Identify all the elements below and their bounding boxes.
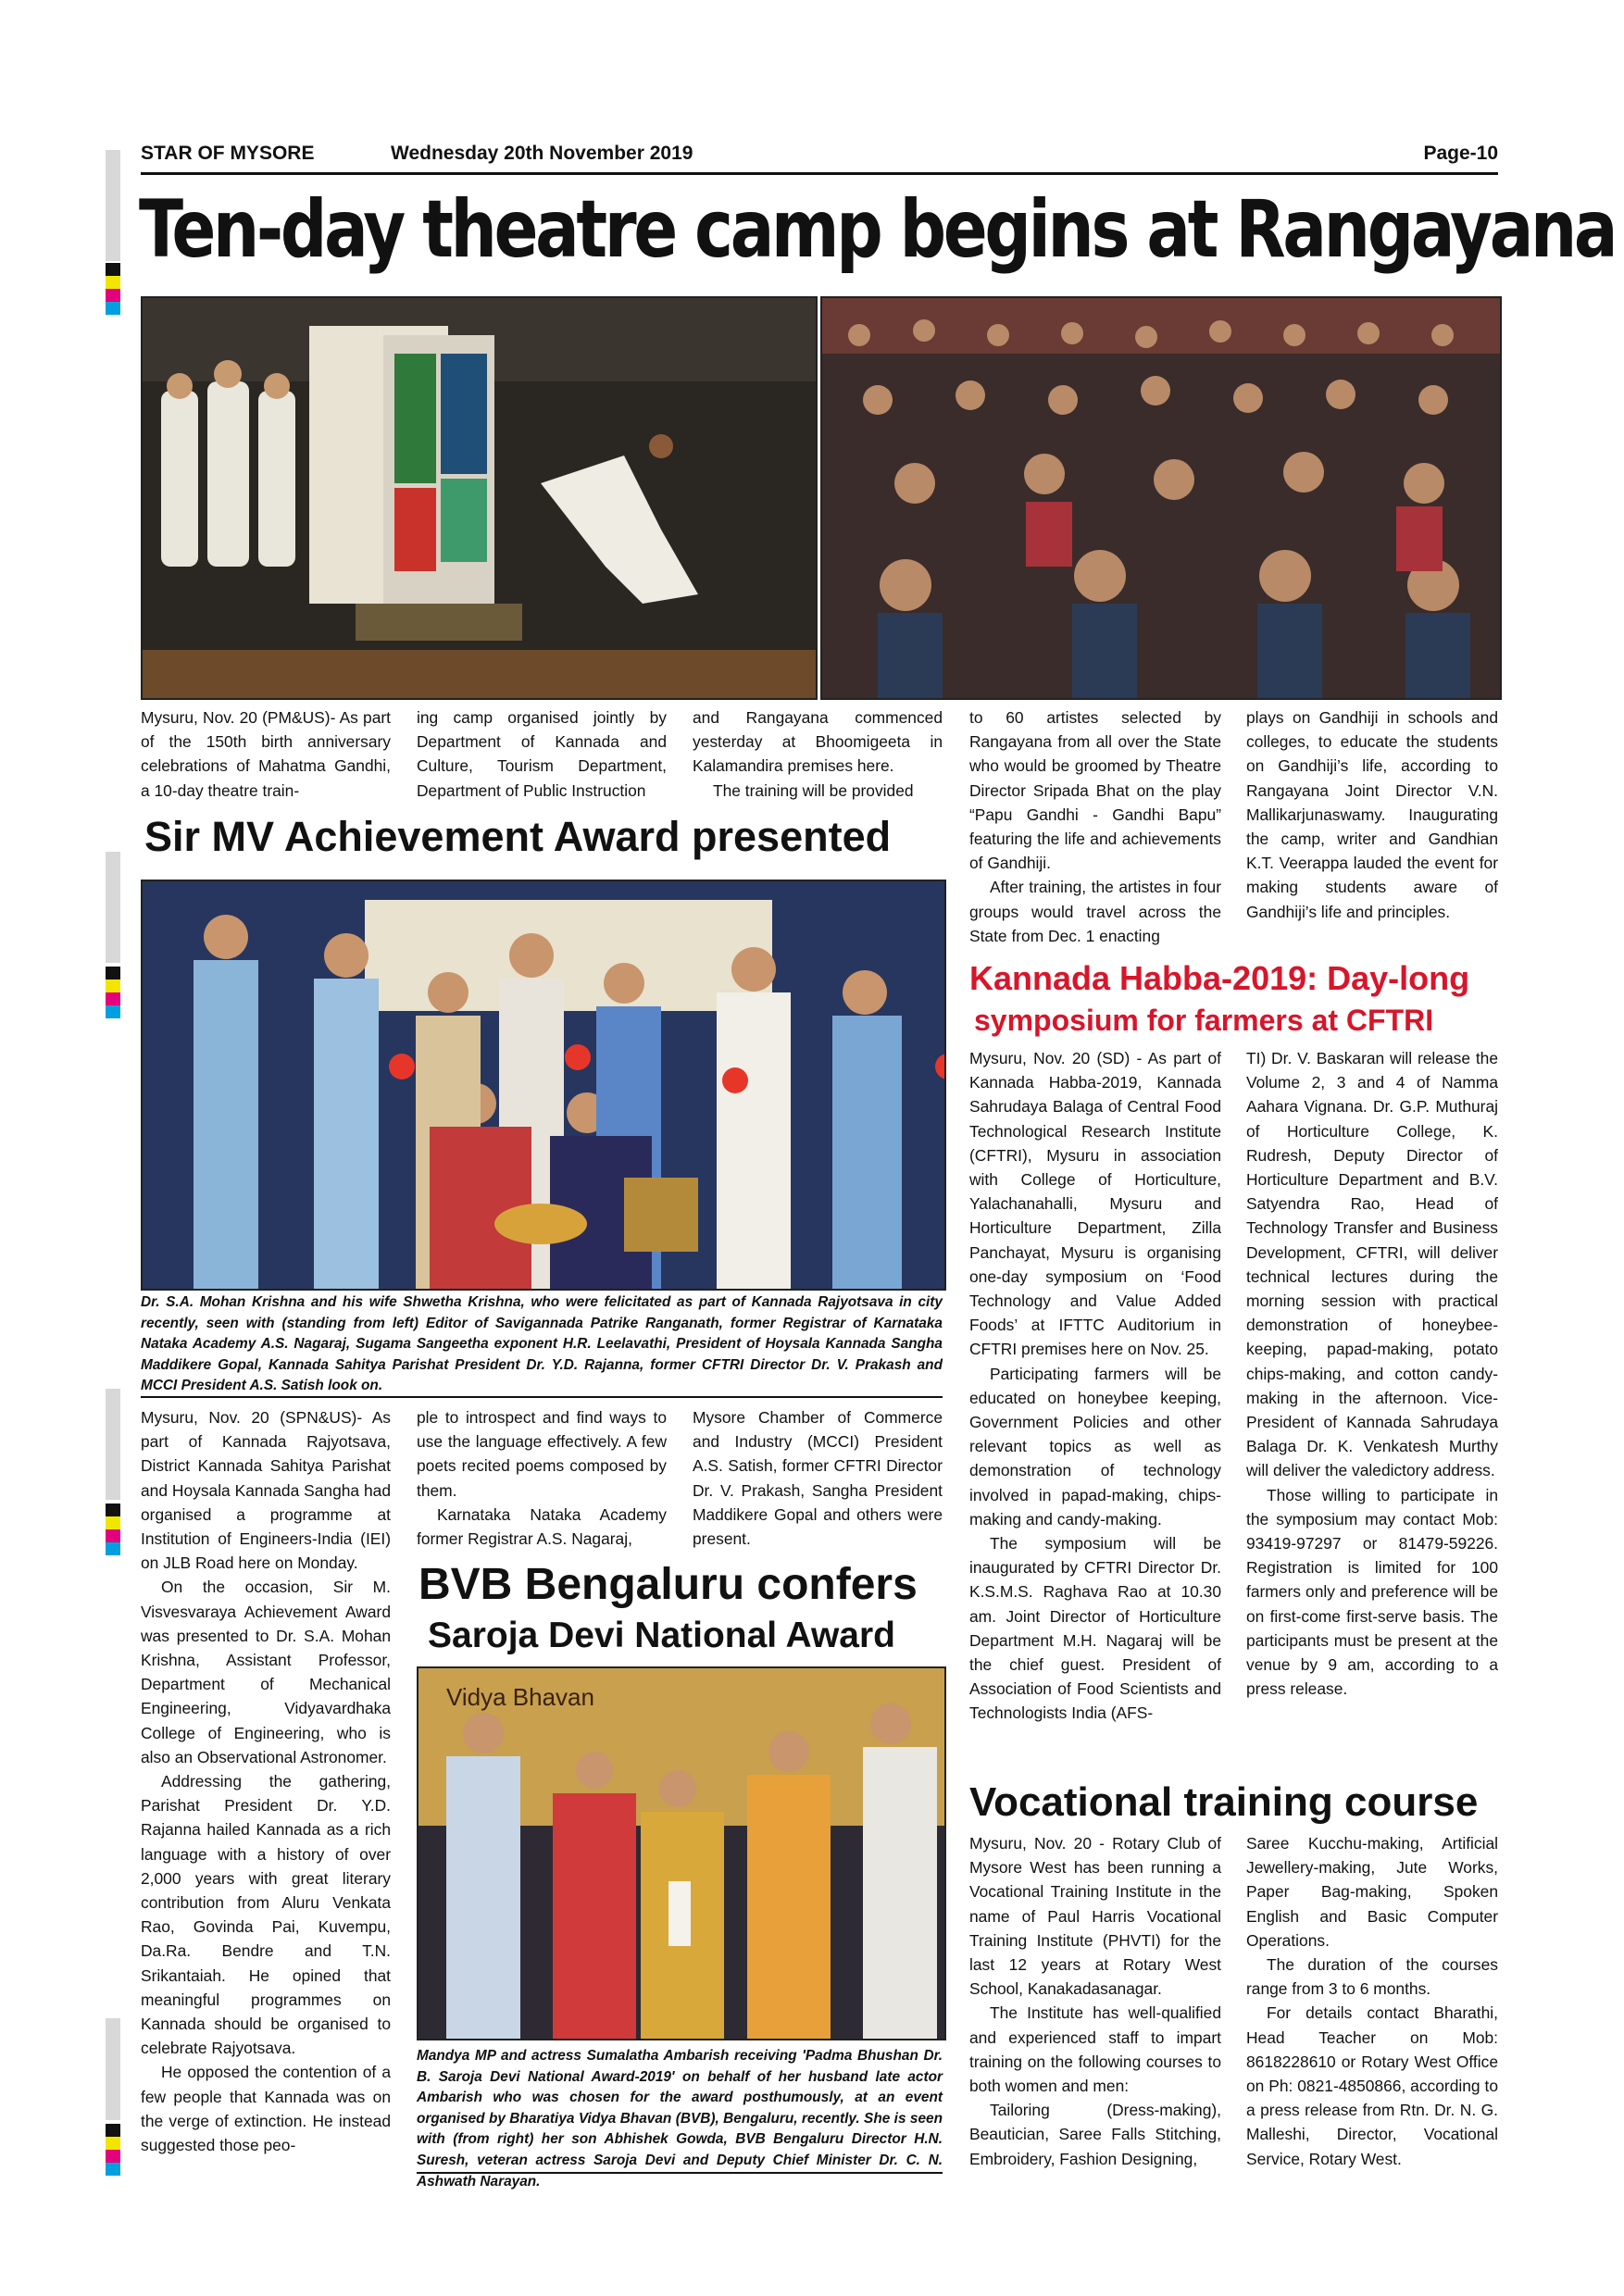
registration-color-marks [106, 263, 120, 315]
saroja-devi-award-photo [417, 1666, 946, 2040]
registration-color-marks [106, 2124, 120, 2176]
story2-caption: Dr. S.A. Mohan Krishna and his wife Shwetha Krishna, who were felicitated as part of Kannada Rajyotsava in city recently, seen with (standing from left) Editor of Savigannada Patrike Ranganath, former Registrar of Karnataka Nataka Academy A.S. Nagaraj, Sugama Sangeetha exponent H.R. Leelavathi, President of Hoysala Kannada Sangha Maddikere Gopal, Kannada Sahitya Parishat President Dr. Y.D. Rajanna, former CFTRI Director Dr. V. Prakash and MCCI President A.S. Satish look on. [141, 1294, 943, 1394]
registration-grey-bar [106, 1389, 120, 1500]
main-headline: Ten-day theatre camp begins at Rangayana [139, 183, 1616, 276]
story2-column-1: Mysuru, Nov. 20 (SPN&US)- As part of Kannada Rajyotsava, District Kannada Sahitya Parishat and Hoysala Kannada Sangha had organised a programme at Institution of Engineers-India (IEI) on JLB Road here on Monday. On the occasion, Sir M. Visvesvaraya Achievement Award was presented to Dr. S.A. Mohan Krishna, Assistant Professor, Department of Mechanical Engineering, Vidyavardhaka College of Engineering, who is also an Observational Astronomer. Addressing the gathering, Parishat President Dr. Y.D. Rajanna hailed Kannada as a rich language with a history of over 2,000 years with great literary contribution from Aluru Venkata Rao, Govinda Pai, Kuvempu, Da.Ra. Bendre and T.N. Srikantaiah. He opined that meaningful programmes on Kannada should be organised to celebrate Rajyotsava. He opposed the contention of a few people that Kannada was on the verge of extinction. He instead suggested those peo- [141, 1408, 391, 2155]
story3-headline-line1: BVB Bengaluru confers [418, 1560, 918, 1609]
story2-headline: Sir MV Achievement Award presented [144, 813, 892, 860]
story5-column-1: Mysuru, Nov. 20 - Rotary Club of Mysore West has been running a Vocational Training Institute in the name of Paul Harris Vocational Training Institute (PHVTI) for the last 12 years at Rotary West School, Kanakadasanagar. The Institute has well-qualified and experienced staff to impart training on the following courses to both women and men: Tailoring (Dress-making), Beautician, Saree Falls Stitching, Embroidery, Fashion Designing, [969, 1834, 1221, 2168]
story1-column-3: and Rangayana commenced yesterday at Bhoomigeeta in Kalamandira premises here. The training will be provided [693, 708, 943, 800]
paper-name: STAR OF MYSORE [141, 143, 315, 164]
story5-column-2: Saree Kucchu-making, Artificial Jewellery-making, Jute Works, Paper Bag-making, Spoken English and Basic Computer Operations. The duration of the courses range from 3 to 6 months. For details contact Bharathi, Head Teacher on Mob: 8618228610 or Rotary West Office on Ph: 0821-4850866, according to a press release from Rtn. Dr. N. G. Malleshi, Director, Vocational Service, Rotary West. [1246, 1834, 1498, 2168]
story3-headline-line2: Saroja Devi National Award [428, 1616, 896, 1655]
story1-column-4: to 60 artistes selected by Rangayana from all over the State who would be groomed by Theatre Director Sripada Bhat on the play “Papu Gandhi - Gandhi Bapu” featuring the life and achievements of Gandhiji. After training, the artistes in four groups would travel across the State from Dec. 1 enacting [969, 708, 1221, 945]
registration-grey-bar [106, 150, 120, 261]
award-group-photo [141, 880, 946, 1291]
story1-column-5: plays on Gandhiji in schools and colleges, to educate the students on Gandhiji’s life, according to Rangayana Joint Director V.N. Mallikarjunaswamy. Inaugurating the camp, writer and Gandhian K.T. Veerappa lauded the event for making students aware of Gandhiji’s life and principles. [1246, 708, 1498, 921]
story3-caption: Mandya MP and actress Sumalatha Ambarish receiving 'Padma Bhushan Dr. B. Saroja Devi National Award-2019' on behalf of her husband late actor Ambarish who was chosen for the award posthumously, at an event organised by Bharatiya Vidya Bhavan (BVB), Bengaluru, recently. She is seen with (from right) her son Abhishek Gowda, BVB Bengaluru Director H.N. Suresh, veteran actress Saroja Devi and Deputy Chief Minister Dr. C. N. Ashwath Narayan. [417, 2048, 943, 2190]
story4-headline-line2: symposium for farmers at CFTRI [974, 1004, 1434, 1037]
theatre-stage-photo [141, 296, 818, 700]
audience-photo [820, 296, 1502, 700]
issue-date: Wednesday 20th November 2019 [391, 143, 693, 164]
story1-column-2: ing camp organised jointly by Department of Kannada and Culture, Tourism Department, Department of Public Instruction [417, 708, 667, 800]
story1-column-1: Mysuru, Nov. 20 (PM&US)- As part of the 150th birth anniversary celebrations of Mahatma Gandhi, a 10-day theatre train- [141, 708, 391, 800]
registration-color-marks [106, 1504, 120, 1555]
story2-column-3: Mysore Chamber of Commerce and Industry (MCCI) President A.S. Satish, former CFTRI Director Dr. V. Prakash, Sangha President Maddikere Gopal and others were present. [693, 1408, 943, 1549]
registration-grey-bar [106, 852, 120, 963]
caption-divider [417, 2172, 943, 2174]
page-number: Page-10 [1423, 143, 1498, 164]
banner-text: Vidya Bhavan [446, 1683, 594, 1711]
registration-grey-bar [106, 2018, 120, 2120]
caption-divider [141, 1396, 943, 1398]
story4-column-1: Mysuru, Nov. 20 (SD) - As part of Kannada Habba-2019, Kannada Sahrudaya Balaga of Central Food Technological Research Institute (CFTRI), Mysuru in association with College of Horticulture, Yalachanahalli, Mysuru and Horticulture Department, Zilla Panchayat, Mysuru is organising one-day symposium on ‘Food Technology and Value Added Foods’ at IFTTC Auditorium in CFTRI premises here on Nov. 25. Participating farmers will be educated on honeybee keeping, Government Policies and other relevant topics as well as demonstration of technology involved in papad-making, chips- making and candy-making. The symposium will be inaugurated by CFTRI Director Dr. K.S.M.S. Raghava Rao at 10.30 am. Joint Director of Horticulture Department M.H. Nagaraj will be the chief guest. President of Association of Food Scientists and Technologists India (AFS- [969, 1049, 1221, 1723]
story2-column-2: ple to introspect and find ways to use the language effectively. A few poets recited poems composed by them. Karnataka Nataka Academy former Registrar A.S. Nagaraj, [417, 1408, 667, 1549]
story5-headline: Vocational training course [969, 1779, 1479, 1825]
page-header [141, 139, 1498, 175]
registration-color-marks [106, 967, 120, 1018]
story4-headline-line1: Kannada Habba-2019: Day-long [969, 959, 1470, 997]
story4-column-2: TI) Dr. V. Baskaran will release the Volume 2, 3 and 4 of Namma Aahara Vignana. Dr. G.P. Muthuraj of Horticulture College, K. Rudresh, Deputy Director of Horticulture Department and B.V. Satyendra Rao, Head of Technology Transfer and Business Development, CFTRI, will deliver technical lectures during the morning session with practical demonstration of honeybee-keeping, papad-making, potato chips-making, and cotton candy-making in the afternoon. Vice-President of Kannada Sahrudaya Balaga Dr. K. Venkatesh Murthy will deliver the valedictory address. Those willing to participate in the symposium may contact Mob: 93419-97297 or 81479-59226. Registration is limited for 100 farmers only and preference will be on first-come first-serve basis. The participants must be present at the venue by 9 am, according to a press release. [1246, 1049, 1498, 1699]
